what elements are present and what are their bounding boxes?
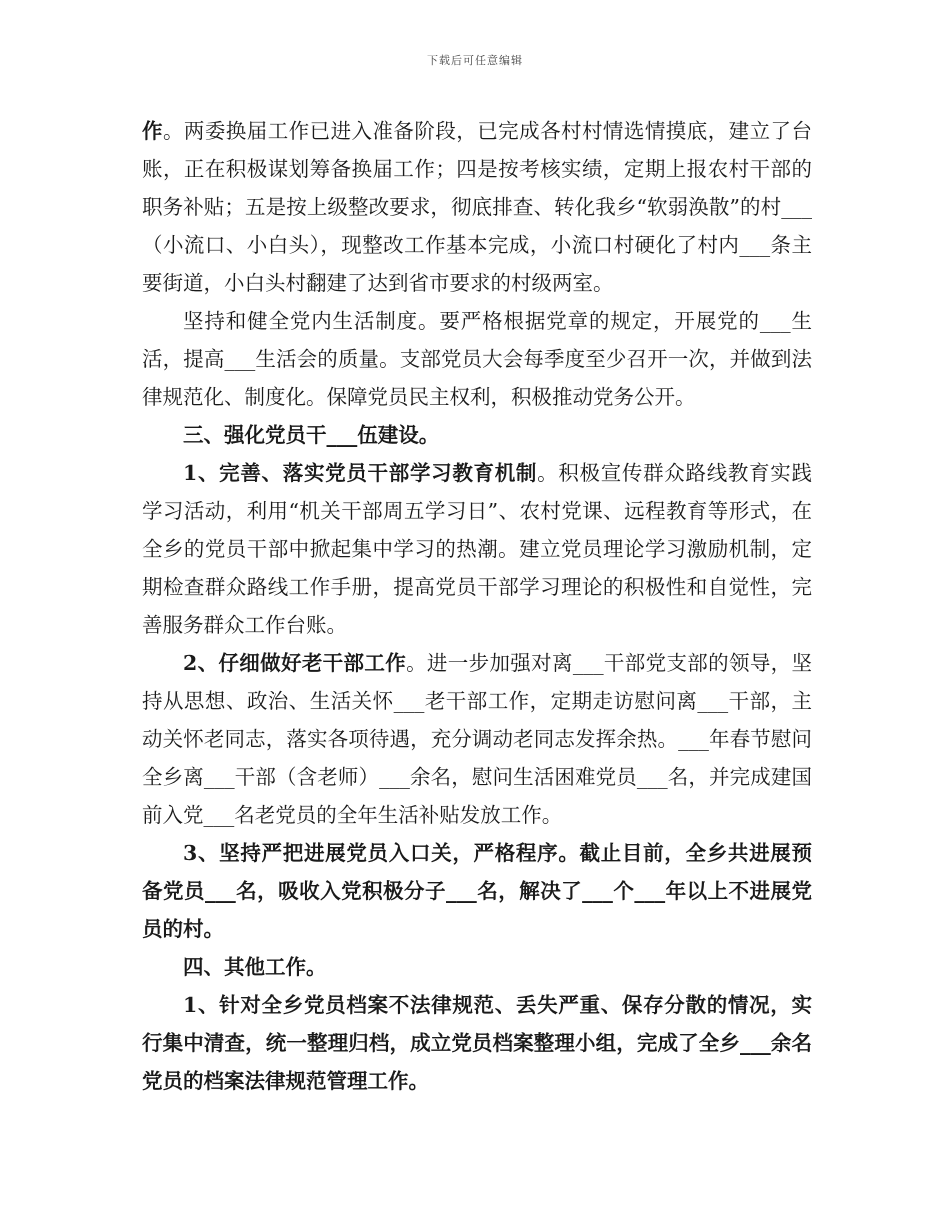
paragraph-veteran-cadres bbox=[142, 644, 812, 834]
paragraph-bold-lead: 2、仔细做好老干部工作 bbox=[183, 651, 407, 675]
document-body bbox=[142, 112, 812, 1100]
paragraph-bold-lead: 作 bbox=[142, 119, 163, 143]
paragraph-text: 。进一步加强对离___干部党支部的领导，坚持从思想、政治、生活关怀___老干部工作，定期走访慰问离___干部，主动关怀老同志，落实各项待遇，充分调动老同志发挥余热。___年春节慰问全乡离___干部（含老师）___余名，慰问生活困难党员___名，并完成建国前入党___名老党员的全年生活补贴发放工作。 bbox=[142, 651, 813, 827]
section-heading-4: 四、其他工作。 bbox=[183, 955, 327, 979]
paragraph-study-mechanism bbox=[142, 454, 812, 644]
section-heading-3: 三、强化党员干___伍建设。 bbox=[183, 423, 440, 447]
paragraph-member-intake: 3、坚持严把进展党员入口关，严格程序。截止目前，全乡共进展预备党员___名，吸收入党积极分子___名，解决了___个___年以上不进展党员的村。 bbox=[142, 841, 812, 941]
paragraph-text: 。两委换届工作已进入准备阶段，已完成各村村情选情摸底，建立了台账，正在积极谋划筹备换届工作；四是按考核实绩，定期上报农村干部的职务补贴；五是按上级整改要求，彻底排查、转化我乡“软弱涣散”的村___（小流口、小白头），现整改工作基本完成，小流口村硬化了村内___条主要街道，小白头村翻建了达到省市要求的村级两室。 bbox=[142, 119, 812, 295]
paragraph-bold-lead: 1、完善、落实党员干部学习教育机制 bbox=[183, 461, 538, 485]
header-note: 下载后可任意编辑 bbox=[427, 54, 523, 67]
paragraph-party-life: 坚持和健全党内生活制度。要严格根据党章的规定，开展党的___生活，提高___生活会的质量。支部党员大会每季度至少召开一次，并做到法律规范化、制度化。保障党员民主权利，积极推动党务公开。 bbox=[142, 309, 812, 409]
paragraph-continuation bbox=[142, 112, 812, 302]
paragraph-archives: 1、针对全乡党员档案不法律规范、丢失严重、保存分散的情况，实行集中清查，统一整理归档，成立党员档案整理小组，完成了全乡___余名党员的档案法律规范管理工作。 bbox=[142, 993, 812, 1093]
paragraph-text: 。积极宣传群众路线教育实践学习活动，利用“机关干部周五学习日”、农村党课、远程教育等形式，在全乡的党员干部中掀起集中学习的热潮。建立党员理论学习激励机制，定期检查群众路线工作手册，提高党员干部学习理论的积极性和自觉性，完善服务群众工作台账。 bbox=[142, 461, 812, 637]
